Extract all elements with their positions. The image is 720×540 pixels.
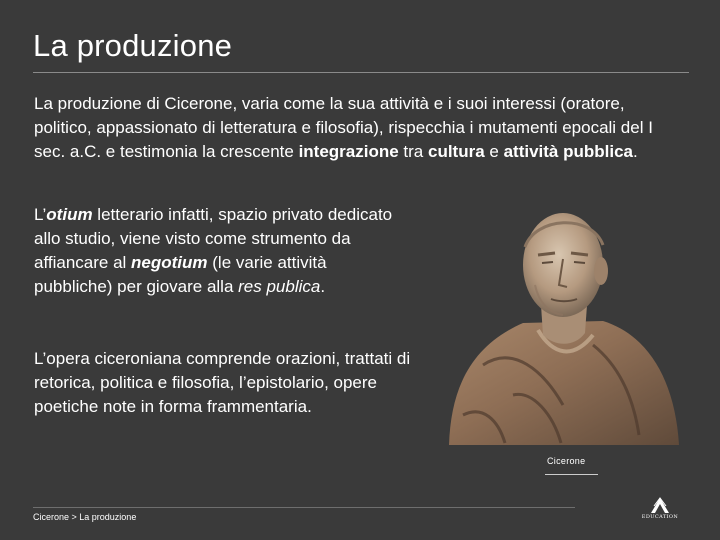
- title-divider: [33, 72, 689, 73]
- emphasis-res-publica: res publica: [238, 277, 321, 296]
- paragraph-intro: [34, 92, 674, 164]
- emphasis-negotium: negotium: [131, 253, 208, 272]
- paragraph-otium-text-d: .: [320, 277, 326, 296]
- paragraph-intro-text-a: La produzione di Cicerone, varia come la sua attività e i suoi interessi (oratore, politico, appassionato di letteratura e filosofia), rispecchia i mutamenti epocali del I sec. a.C. e testimonia la crescente: [34, 94, 653, 161]
- paragraph-intro-text-b: tra: [398, 142, 428, 161]
- paragraph-opera: L’opera ciceroniana comprende orazioni, trattati di retorica, politica e filosofia, l’epistolario, opere poetiche note in forma frammentaria.: [34, 349, 411, 416]
- paragraph-intro-text-c: e: [484, 142, 504, 161]
- image-caption: Cicerone: [547, 456, 586, 466]
- footer-divider: [33, 507, 575, 508]
- emphasis-cultura: cultura: [427, 142, 485, 161]
- paragraph-otium-text-b: letterario infatti, spazio privato dedicato allo studio, viene visto come strumento da affiancare al: [34, 205, 393, 272]
- paragraph-otium: [34, 203, 404, 299]
- caption-underline: [545, 474, 598, 475]
- footer-breadcrumb: Cicerone > La produzione: [33, 512, 137, 522]
- publisher-logo-text: EDUCATION: [641, 514, 679, 520]
- paragraph-otium-text-a: L’: [34, 205, 47, 224]
- emphasis-otium: otium: [46, 205, 93, 224]
- emphasis-integrazione: integrazione: [298, 142, 399, 161]
- slide-title: La produzione: [33, 28, 233, 63]
- emphasis-attivita-pubblica: attività pubblica: [503, 142, 633, 161]
- paragraph-intro-text-d: .: [633, 142, 638, 161]
- bust-of-cicero-icon: [443, 195, 683, 445]
- paragraph-otium-text-c: (le varie attività pubbliche) per giovare alla: [34, 253, 327, 296]
